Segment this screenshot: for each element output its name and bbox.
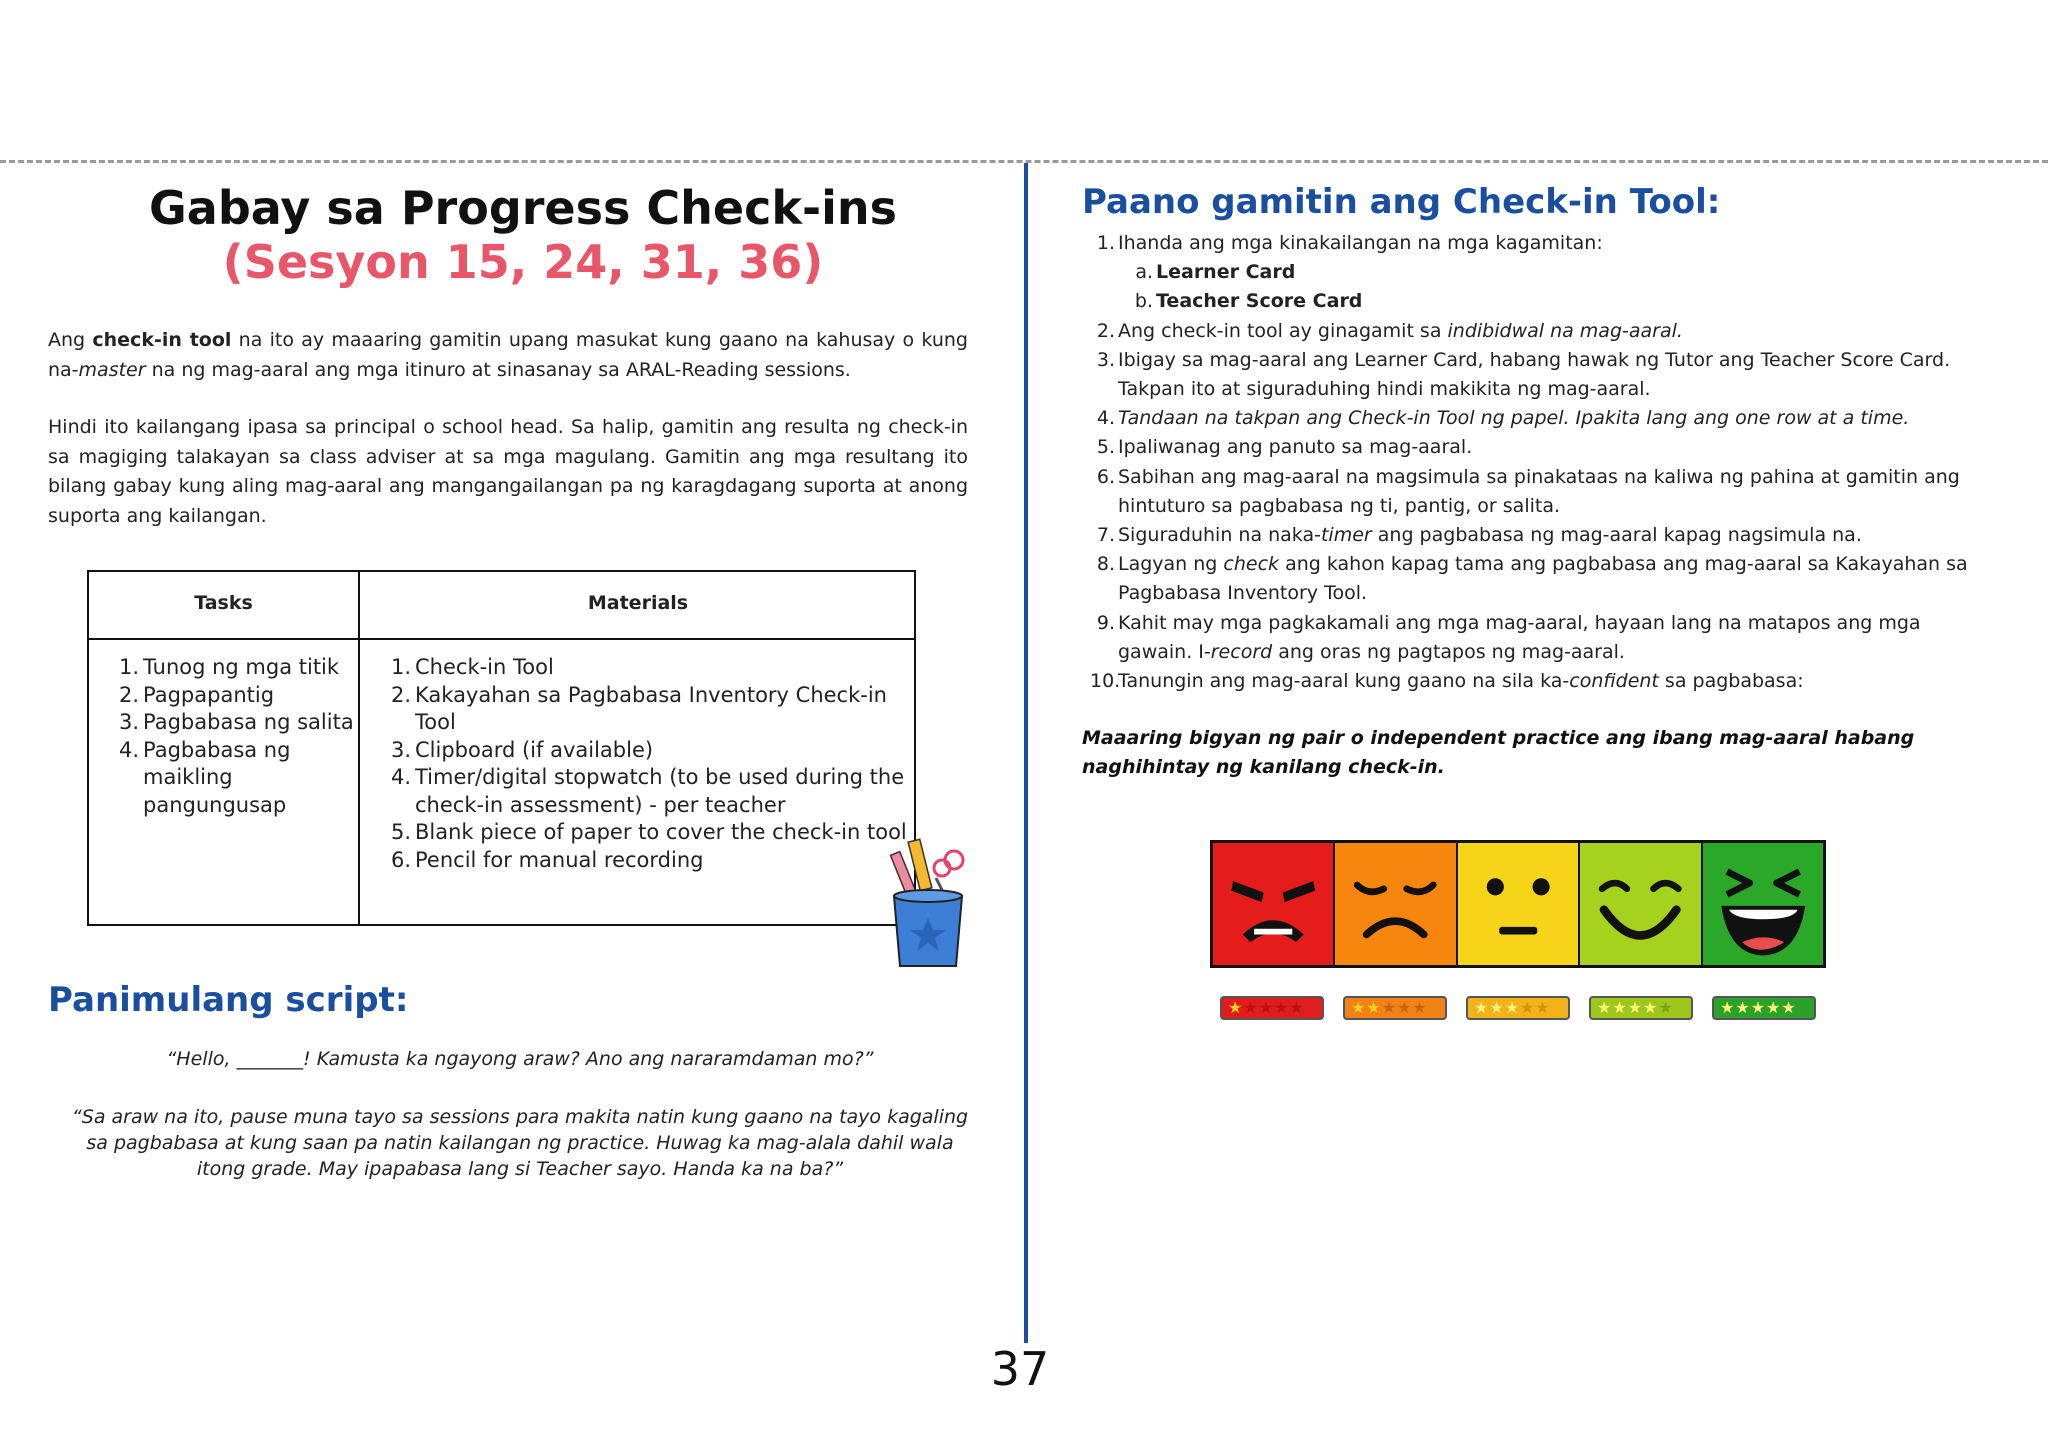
- table-header-tasks: Tasks: [194, 592, 253, 614]
- sad-face-icon: [1335, 843, 1455, 965]
- star-icon: ★: [1474, 998, 1489, 1017]
- star-icon: ★: [1504, 998, 1520, 1017]
- page-title: Gabay sa Progress Check-ins: [149, 181, 897, 235]
- list-item: 4. Tandaan na takpan ang Check-in Tool ng papel. Ipakita lang ang one row at a time.: [1096, 407, 1910, 430]
- list-item: 6. Sabihan ang mag-aaral na magsimula sa pinakataas na kaliwa ng pahina at gamitin ang hintuturo sa pagbabasa ng ti, pantig, or salita.: [1096, 465, 1960, 517]
- list-item: 8. Lagyan ng check ang kahon kapag tama ang pagbabasa ang mag-aaral sa Kakayahan sa Pagbabasa Inventory Tool.: [1096, 553, 1968, 605]
- star-icon: ★: [1366, 998, 1381, 1017]
- star-icon: ★: [1351, 998, 1366, 1017]
- list-item: 4. Pagbabasa ng maikling pangungusap: [118, 737, 291, 817]
- list-item: 7. Siguraduhin na naka-timer ang pagbabasa ng mag-aaral kapag nagsimula na.: [1096, 524, 1862, 547]
- neutral-face-icon: [1458, 843, 1578, 965]
- materials-list: [389, 654, 909, 874]
- list-item: 2. Ang check-in tool ay ginagamit sa indibidwal na mag-aaral.: [1096, 319, 1683, 342]
- list-item: 4. Timer/digital stopwatch (to be used during the check-in assessment) - per teacher: [390, 765, 905, 817]
- star-icon: ★: [1520, 998, 1535, 1017]
- list-item: 1. Tunog ng mga titik: [118, 655, 340, 679]
- rating-1-star: [1220, 996, 1324, 1020]
- star-icon: ★: [1397, 998, 1412, 1017]
- star-icon: ★: [1735, 998, 1750, 1017]
- script-heading: Panimulang script:: [48, 980, 409, 1020]
- page-subtitle: (Sesyon 15, 24, 31, 36): [222, 235, 824, 289]
- star-icon: ★: [1228, 998, 1243, 1017]
- page-number: 37: [990, 1342, 1050, 1396]
- tasks-materials-table: [87, 570, 916, 926]
- face-neutral[interactable]: [1458, 843, 1580, 965]
- list-item: 2. Pagpapantig: [118, 682, 275, 707]
- script-quote-1: “Hello, _______! Kamusta ka ngayong araw? Ano ang nararamdaman mo?”: [166, 1048, 874, 1070]
- list-item: 1. Check-in Tool: [390, 655, 554, 679]
- star-icon: ★: [1627, 998, 1643, 1017]
- list-item: 9. Kahit may mga pagkakamali ang mga mag-aaral, hayaan lang na matapos ang mga gawain. I-record ang oras ng pagtapos ng mag-aaral.: [1096, 611, 1921, 663]
- list-item: 3. Ibigay sa mag-aaral ang Learner Card, habang hawak ng Tutor ang Teacher Score Card. Takpan ito at siguraduhing hindi makikita ng mag-aaral.: [1096, 348, 1951, 401]
- star-icon: ★: [1274, 998, 1289, 1017]
- star-icon: ★: [1658, 998, 1673, 1017]
- star-icon: ★: [1750, 998, 1766, 1017]
- usage-paragraph: Hindi ito kailangang ipasa sa principal o school head. Sa halip, gamitin ang resulta ng check-in sa magiging talakayan sa class adviser at sa mga magulang. Gamitin ang mga resultang ito bilang gabay kung aling mag-aaral ang mangangailangan pa ng karagdagang suporta at anong suporta ang kailangan.: [48, 416, 968, 527]
- instructions-heading: Paano gamitin ang Check-in Tool:: [1082, 182, 1721, 222]
- list-item: b. Teacher Score Card: [1134, 290, 1363, 313]
- star-icon: ★: [1781, 998, 1796, 1017]
- happy-face-icon: [1580, 843, 1700, 965]
- table-column-divider: [358, 572, 360, 924]
- face-very-happy[interactable]: [1703, 843, 1823, 965]
- face-happy[interactable]: [1580, 843, 1702, 965]
- face-sad[interactable]: [1335, 843, 1457, 965]
- list-item: 3. Pagbabasa ng salita: [118, 710, 354, 734]
- rating-2-star: [1343, 996, 1447, 1020]
- angry-face-icon: [1213, 843, 1333, 965]
- tasks-list: [117, 654, 357, 819]
- table-header-materials: Materials: [587, 592, 689, 614]
- list-item: 3. Clipboard (if available): [390, 737, 654, 762]
- script-quote-2: “Sa araw na ito, pause muna tayo sa sessions para makita natin kung gaano na tayo kagaling sa pagbabasa at kung saan pa natin kailangan ng practice. Huwag ka mag-alala dahil wala itong grade. May ipapabasa lang si Teacher sayo. Handa ka na ba?”: [71, 1106, 969, 1180]
- table-header-divider: [89, 638, 914, 640]
- star-icon: ★: [1643, 998, 1658, 1017]
- list-item: a. Learner Card: [1135, 261, 1296, 284]
- rating-3-star: [1466, 996, 1570, 1020]
- rating-5-star: [1712, 996, 1816, 1020]
- star-icon: ★: [1535, 998, 1550, 1017]
- star-icon: ★: [1381, 998, 1397, 1017]
- very-happy-face-icon: [1703, 843, 1823, 965]
- star-icon: ★: [1720, 998, 1735, 1017]
- star-icon: ★: [1412, 998, 1427, 1017]
- pencil-cup-icon: [884, 838, 974, 970]
- star-icon: ★: [1766, 998, 1781, 1017]
- instructions-list: [1090, 229, 1990, 696]
- star-icon: ★: [1597, 998, 1612, 1017]
- list-item: 6. Pencil for manual recording: [390, 847, 704, 872]
- confidence-face-scale: [1210, 840, 1826, 968]
- star-icon: ★: [1289, 998, 1304, 1017]
- practice-note: Maaaring bigyan ng pair o independent practice ang ibang mag-aaral habang naghihintay ng kanilang check-in.: [1082, 727, 1915, 778]
- star-icon: ★: [1489, 998, 1504, 1017]
- list-item: 1. Ihanda ang mga kinakailangan na mga kagamitan:: [1096, 232, 1603, 254]
- star-icon: ★: [1243, 998, 1258, 1017]
- list-item: 5. Ipaliwanag ang panuto sa mag-aaral.: [1096, 436, 1473, 459]
- star-icon: ★: [1612, 998, 1627, 1017]
- list-item: 10. Tanungin ang mag-aaral kung gaano na sila ka-confident sa pagbabasa:: [1090, 670, 1804, 693]
- list-item: 2. Kakayahan sa Pagbabasa Inventory Check-in Tool: [390, 682, 887, 734]
- face-angry[interactable]: [1213, 843, 1335, 965]
- star-icon: ★: [1258, 998, 1274, 1017]
- intro-paragraph: Ang check-in tool na ito ay maaaring gamitin upang masukat kung gaano na kahusay o kung na-master na ng mag-aaral ang mga itinuro at sinasanay sa ARAL-Reading sessions.: [48, 329, 968, 381]
- page-divider: [1024, 163, 1028, 1343]
- list-item: 5. Blank piece of paper to cover the check-in tool: [390, 820, 907, 844]
- rating-4-star: [1589, 996, 1693, 1020]
